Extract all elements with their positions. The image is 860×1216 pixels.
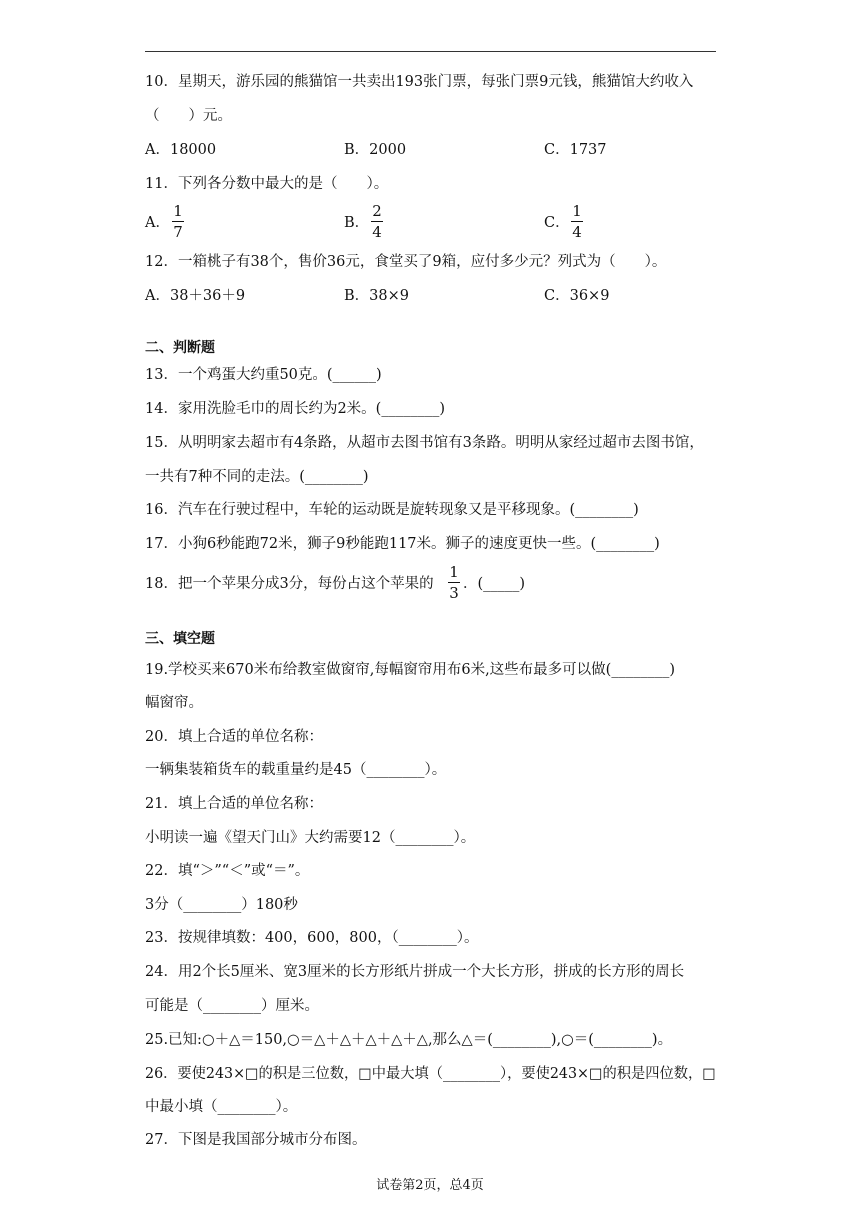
- fraction-bar: [571, 221, 583, 222]
- q11-option-b-fraction: [370, 202, 384, 241]
- fraction-denominator: 3: [449, 584, 459, 602]
- q21-line2: 小明读一遍《望天门山》大约需要12（________）。: [145, 830, 476, 846]
- fraction-bar: [448, 582, 460, 583]
- q11-option-c-fraction: [570, 202, 584, 241]
- q19-line2: 幅窗帘。: [145, 695, 203, 711]
- q23: 23．按规律填数：400，600，800，（________）。: [145, 930, 479, 946]
- q25: 25.已知:○＋△＝150,○＝△＋△＋△＋△＋△,那么△＝(________),○＝(________)。: [145, 1032, 673, 1048]
- q11-line1: 11．下列各分数中最大的是（ ）。: [145, 176, 389, 192]
- q18-fraction: [447, 563, 461, 602]
- fraction-numerator: 1: [173, 202, 183, 220]
- q18-before: 18．把一个苹果分成3分，每份占这个苹果的: [145, 576, 434, 592]
- fraction-denominator: 7: [173, 223, 183, 241]
- section-heading-fill-in: 三、填空题: [145, 631, 215, 647]
- q17: 17．小狗6秒能跑72米，狮子9秒能跑117米。狮子的速度更快一些。(________): [145, 536, 660, 552]
- q24-line2: 可能是（________）厘米。: [145, 998, 319, 1014]
- q12-option-c: C．36×9: [544, 288, 610, 304]
- fraction-bar: [371, 221, 383, 222]
- q12-line1: 12．一箱桃子有38个，售价36元，食堂买了9箱，应付多少元？列式为（ ）。: [145, 254, 667, 270]
- q11-option-b-label: B．: [344, 215, 370, 231]
- q10-line2: （ ）元。: [145, 108, 232, 124]
- q15-line2: 一共有7种不同的走法。(________): [145, 469, 369, 485]
- q22-line2: 3分（________）180秒: [145, 897, 298, 913]
- q14: 14．家用洗脸毛巾的周长约为2米。(________): [145, 401, 445, 417]
- q11-option-a-fraction: [171, 202, 185, 241]
- q21-line1: 21．填上合适的单位名称：: [145, 796, 323, 812]
- fraction-numerator: 1: [449, 563, 459, 581]
- q13: 13．一个鸡蛋大约重50克。(______): [145, 367, 382, 383]
- fraction-denominator: 4: [572, 223, 582, 241]
- q10-option-a: A．18000: [145, 142, 217, 158]
- q11-option-a-label: A．: [145, 215, 170, 231]
- fraction-bar: [172, 221, 184, 222]
- q18-after: ．(_____): [463, 576, 526, 592]
- page-footer: 试卷第2页，总4页: [376, 1178, 484, 1193]
- q10-option-c: C．1737: [544, 142, 607, 158]
- q20-line1: 20．填上合适的单位名称：: [145, 729, 323, 745]
- q12-option-b: B．38×9: [344, 288, 409, 304]
- fraction-numerator: 1: [572, 202, 582, 220]
- q10-line1: 10．星期天，游乐园的熊猫馆一共卖出193张门票，每张门票9元钱，熊猫馆大约收入: [145, 74, 694, 90]
- q20-line2: 一辆集装箱货车的载重量约是45（________）。: [145, 762, 447, 778]
- q24-line1: 24．用2个长5厘米、宽3厘米的长方形纸片拼成一个大长方形，拼成的长方形的周长: [145, 964, 685, 980]
- q26-line1: 26．要使243×□的积是三位数，□中最大填（________），要使243×□的积是四位数，□: [145, 1066, 716, 1082]
- fraction-denominator: 4: [372, 223, 382, 241]
- q26-line2: 中最小填（________）。: [145, 1099, 298, 1115]
- q27: 27．下图是我国部分城市分布图。: [145, 1132, 367, 1148]
- q10-option-b: B．2000: [344, 142, 407, 158]
- fraction-numerator: 2: [372, 202, 382, 220]
- header-rule: [145, 51, 716, 52]
- section-heading-judgement: 二、判断题: [145, 340, 215, 356]
- q19-line1: 19.学校买来670米布给教室做窗帘,每幅窗帘用布6米,这些布最多可以做(________): [145, 662, 675, 678]
- q15-line1: 15．从明明家去超市有4条路，从超市去图书馆有3条路。明明从家经过超市去图书馆，: [145, 435, 704, 451]
- q16: 16．汽车在行驶过程中，车轮的运动既是旋转现象又是平移现象。(________): [145, 502, 639, 518]
- q12-option-a: A．38＋36＋9: [145, 288, 246, 304]
- q11-option-c-label: C．: [544, 215, 570, 231]
- q22-line1: 22．填“＞”“＜”或“＝”。: [145, 863, 310, 879]
